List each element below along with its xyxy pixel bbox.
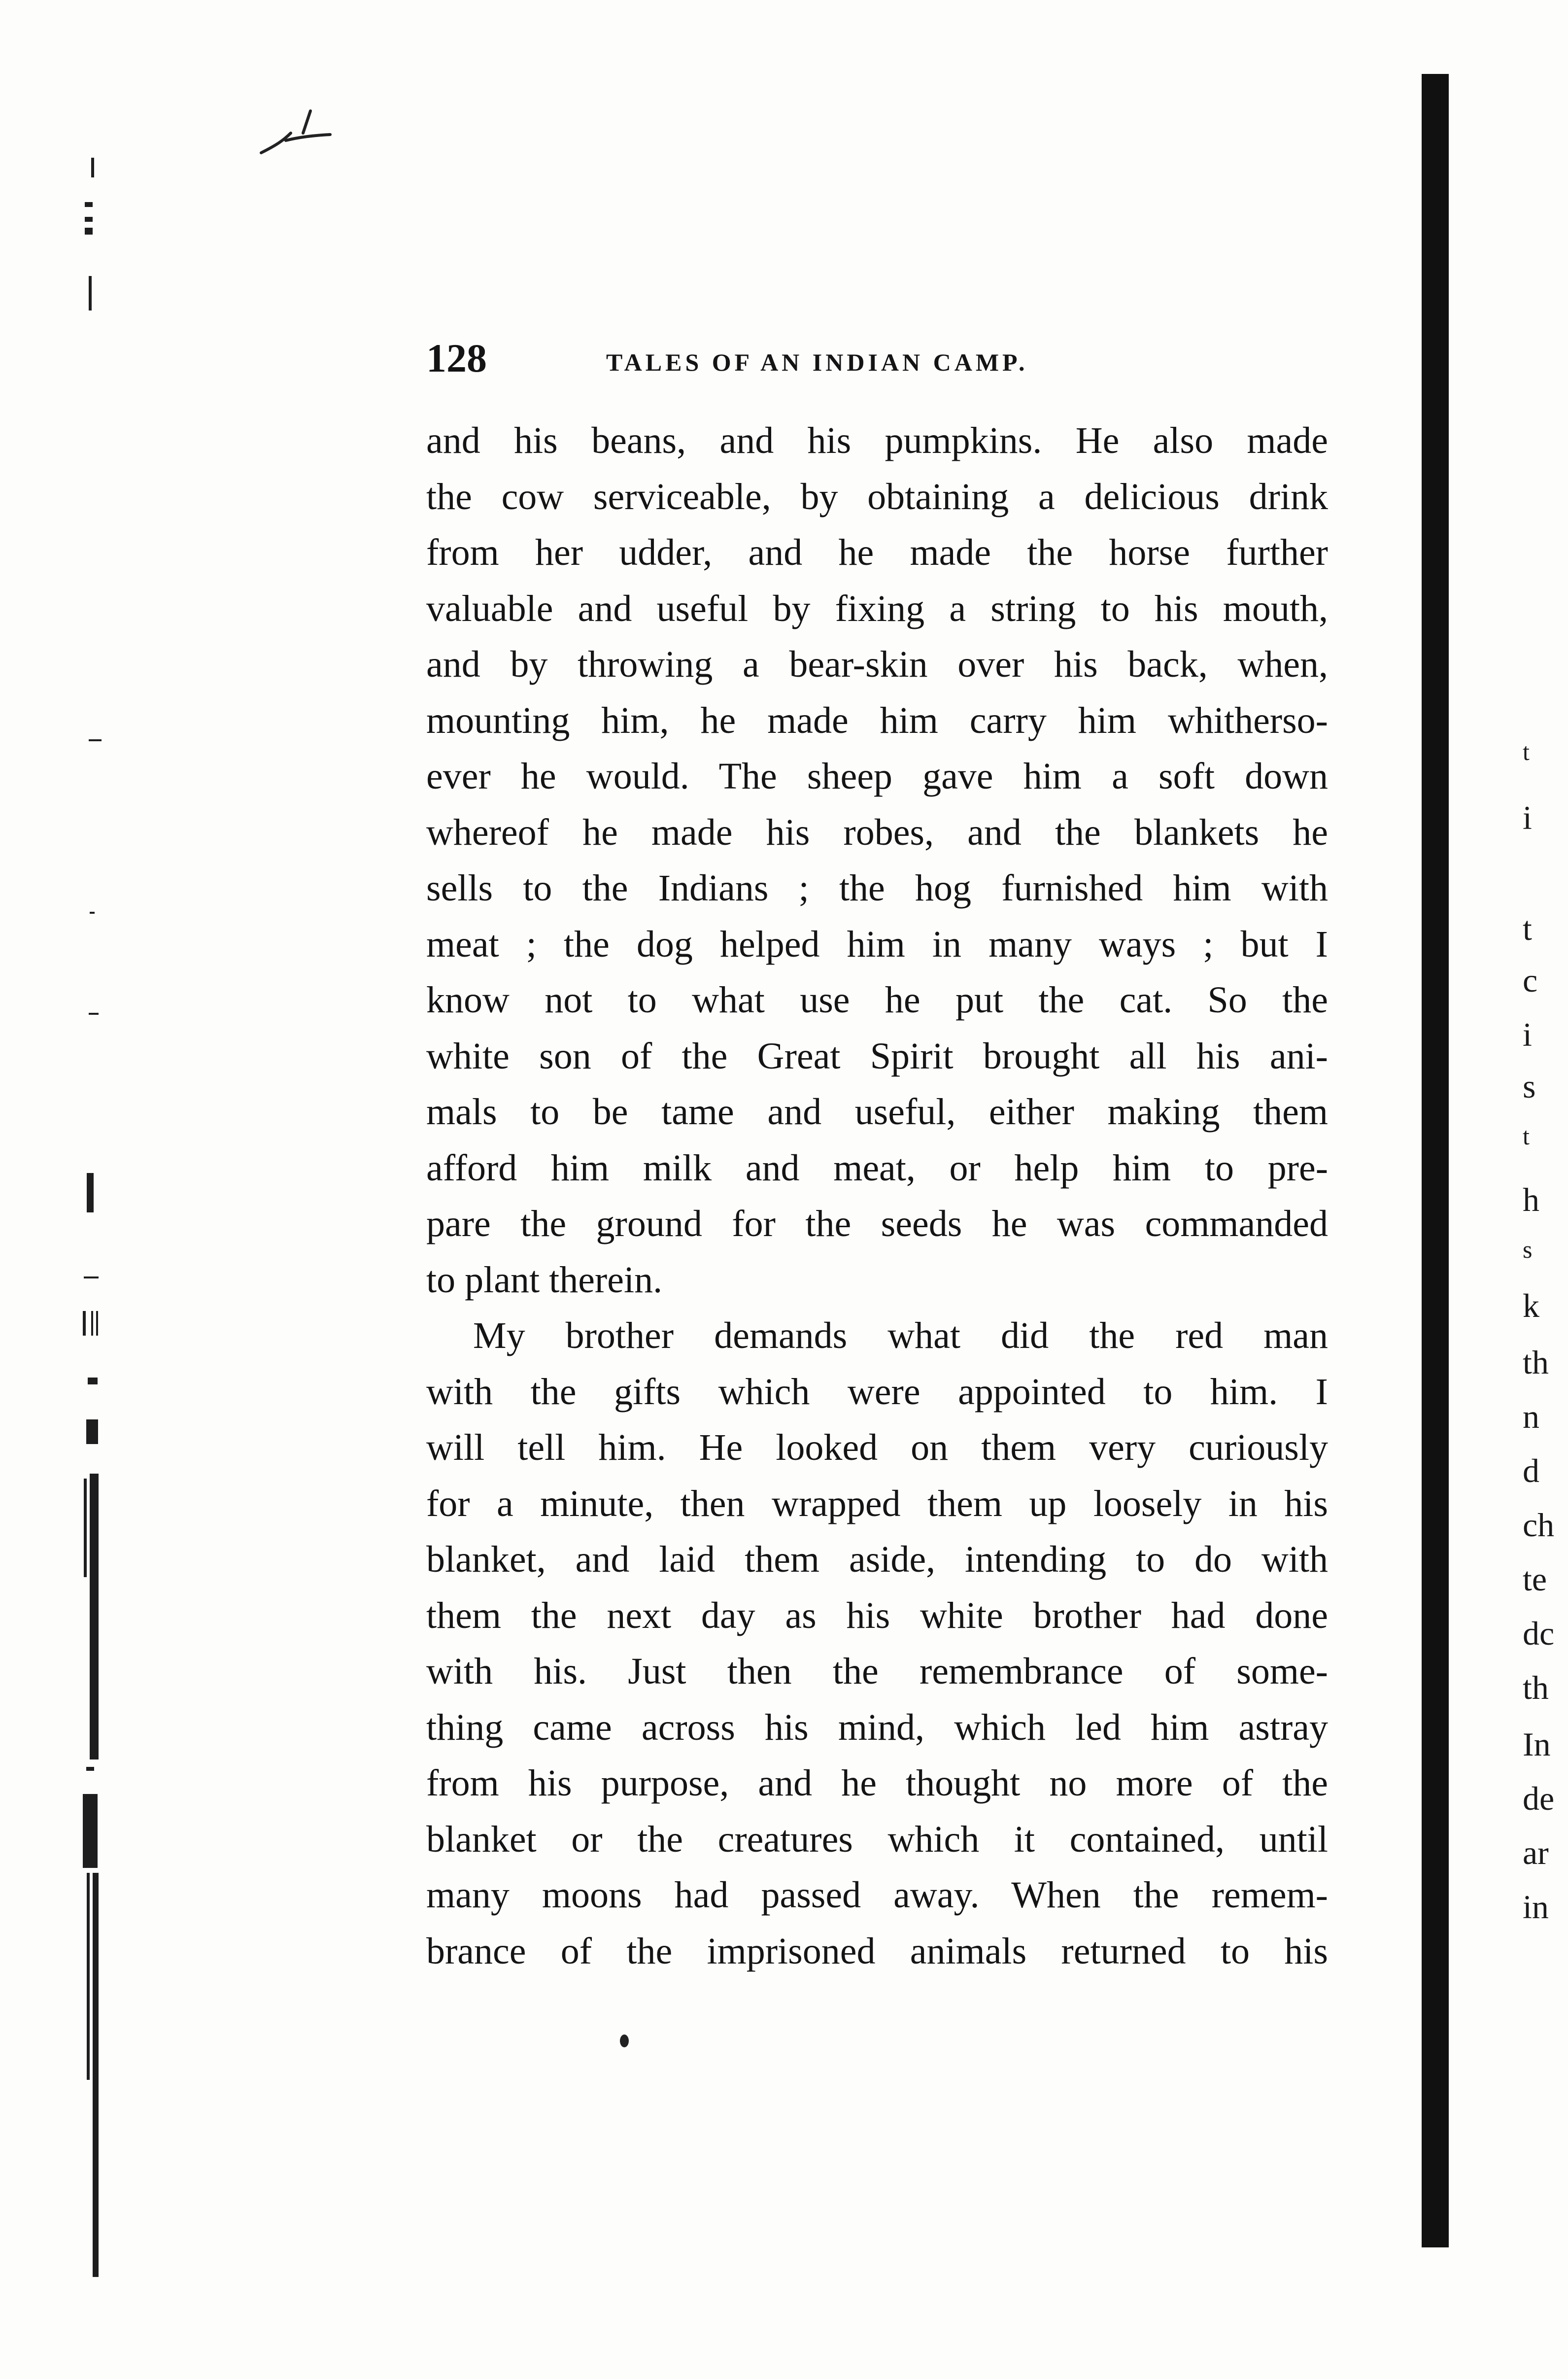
- facing-fragment: n: [1523, 1398, 1539, 1435]
- text-line: from her udder, and he made the horse further: [426, 532, 1328, 573]
- text-line: blanket or the creatures which it contained, until: [426, 1818, 1328, 1860]
- text-line: the cow serviceable, by obtaining a delicious drink: [426, 476, 1328, 517]
- text-line: white son of the Great Spirit brought all his ani-: [426, 1035, 1328, 1077]
- body-text: [426, 413, 1328, 1979]
- text-line: many moons had passed away. When the remem-: [426, 1874, 1328, 1916]
- text-line: mounting him, he made him carry him whitherso-: [426, 699, 1328, 741]
- text-line: blanket, and laid them aside, intending to do with: [426, 1539, 1328, 1580]
- facing-page-fragments: [1523, 0, 1568, 2379]
- running-head-title: TALES OF AN INDIAN CAMP.: [606, 348, 1028, 376]
- text-line: with the gifts which were appointed to him. I: [426, 1371, 1328, 1413]
- text-line: sells to the Indians ; the hog furnished him with: [426, 867, 1328, 909]
- facing-fragment: t: [1523, 1122, 1530, 1150]
- text-line-paragraph-start: My brother demands what did the red man: [473, 1315, 1328, 1356]
- page-number: 128: [426, 336, 487, 380]
- facing-fragment: h: [1523, 1181, 1539, 1218]
- text-line: will tell him. He looked on them very curiously: [426, 1427, 1328, 1468]
- ink-speck: [620, 2034, 629, 2047]
- text-line: from his purpose, and he thought no more of the: [426, 1762, 1328, 1804]
- text-line: brance of the imprisoned animals returned to his: [426, 1930, 1328, 1972]
- facing-fragment: t: [1523, 910, 1532, 947]
- text-line: and by throwing a bear-skin over his back, when,: [426, 644, 1328, 685]
- text-line: afford him milk and meat, or help him to pre-: [426, 1147, 1328, 1189]
- book-spine-shadow: [1422, 74, 1449, 2247]
- facing-fragment: de: [1523, 1780, 1555, 1817]
- facing-fragment: ar: [1523, 1834, 1549, 1871]
- facing-fragment: s: [1523, 1236, 1533, 1263]
- text-line: whereof he made his robes, and the blankets he: [426, 811, 1328, 853]
- text-line: meat ; the dog helped him in many ways ; but I: [426, 923, 1328, 965]
- text-line: know not to what use he put the cat. So the: [426, 979, 1328, 1021]
- facing-fragment: i: [1523, 1016, 1532, 1053]
- facing-fragment: th: [1523, 1669, 1549, 1706]
- facing-fragment: s: [1523, 1068, 1536, 1105]
- text-line: pare the ground for the seeds he was commanded: [426, 1203, 1328, 1244]
- facing-fragment: d: [1523, 1452, 1539, 1489]
- pencil-mark-icon: [256, 106, 340, 160]
- facing-fragment: c: [1523, 962, 1538, 999]
- facing-fragment: i: [1523, 799, 1532, 836]
- text-line: mals to be tame and useful, either making them: [426, 1091, 1328, 1133]
- facing-fragment: ch: [1523, 1506, 1555, 1544]
- text-line: valuable and useful by fixing a string to his mouth,: [426, 587, 1328, 629]
- running-header: [426, 331, 1328, 385]
- facing-fragment: th: [1523, 1344, 1549, 1381]
- scan-edge-left: [0, 0, 123, 2379]
- facing-fragment: k: [1523, 1287, 1539, 1324]
- text-line: thing came across his mind, which led him astray: [426, 1706, 1328, 1748]
- text-line: ever he would. The sheep gave him a soft down: [426, 756, 1328, 797]
- text-line: for a minute, then wrapped them up loosely in his: [426, 1483, 1328, 1524]
- text-line: with his. Just then the remembrance of some-: [426, 1651, 1328, 1692]
- text-line: them the next day as his white brother had done: [426, 1594, 1328, 1636]
- facing-fragment: In: [1523, 1725, 1551, 1763]
- text-line-paragraph-end: to plant therein.: [426, 1259, 663, 1301]
- facing-fragment: in: [1523, 1888, 1549, 1926]
- text-line: and his beans, and his pumpkins. He also made: [426, 420, 1328, 461]
- facing-fragment: te: [1523, 1560, 1547, 1598]
- facing-fragment: dc: [1523, 1615, 1555, 1652]
- facing-fragment: t: [1523, 738, 1530, 765]
